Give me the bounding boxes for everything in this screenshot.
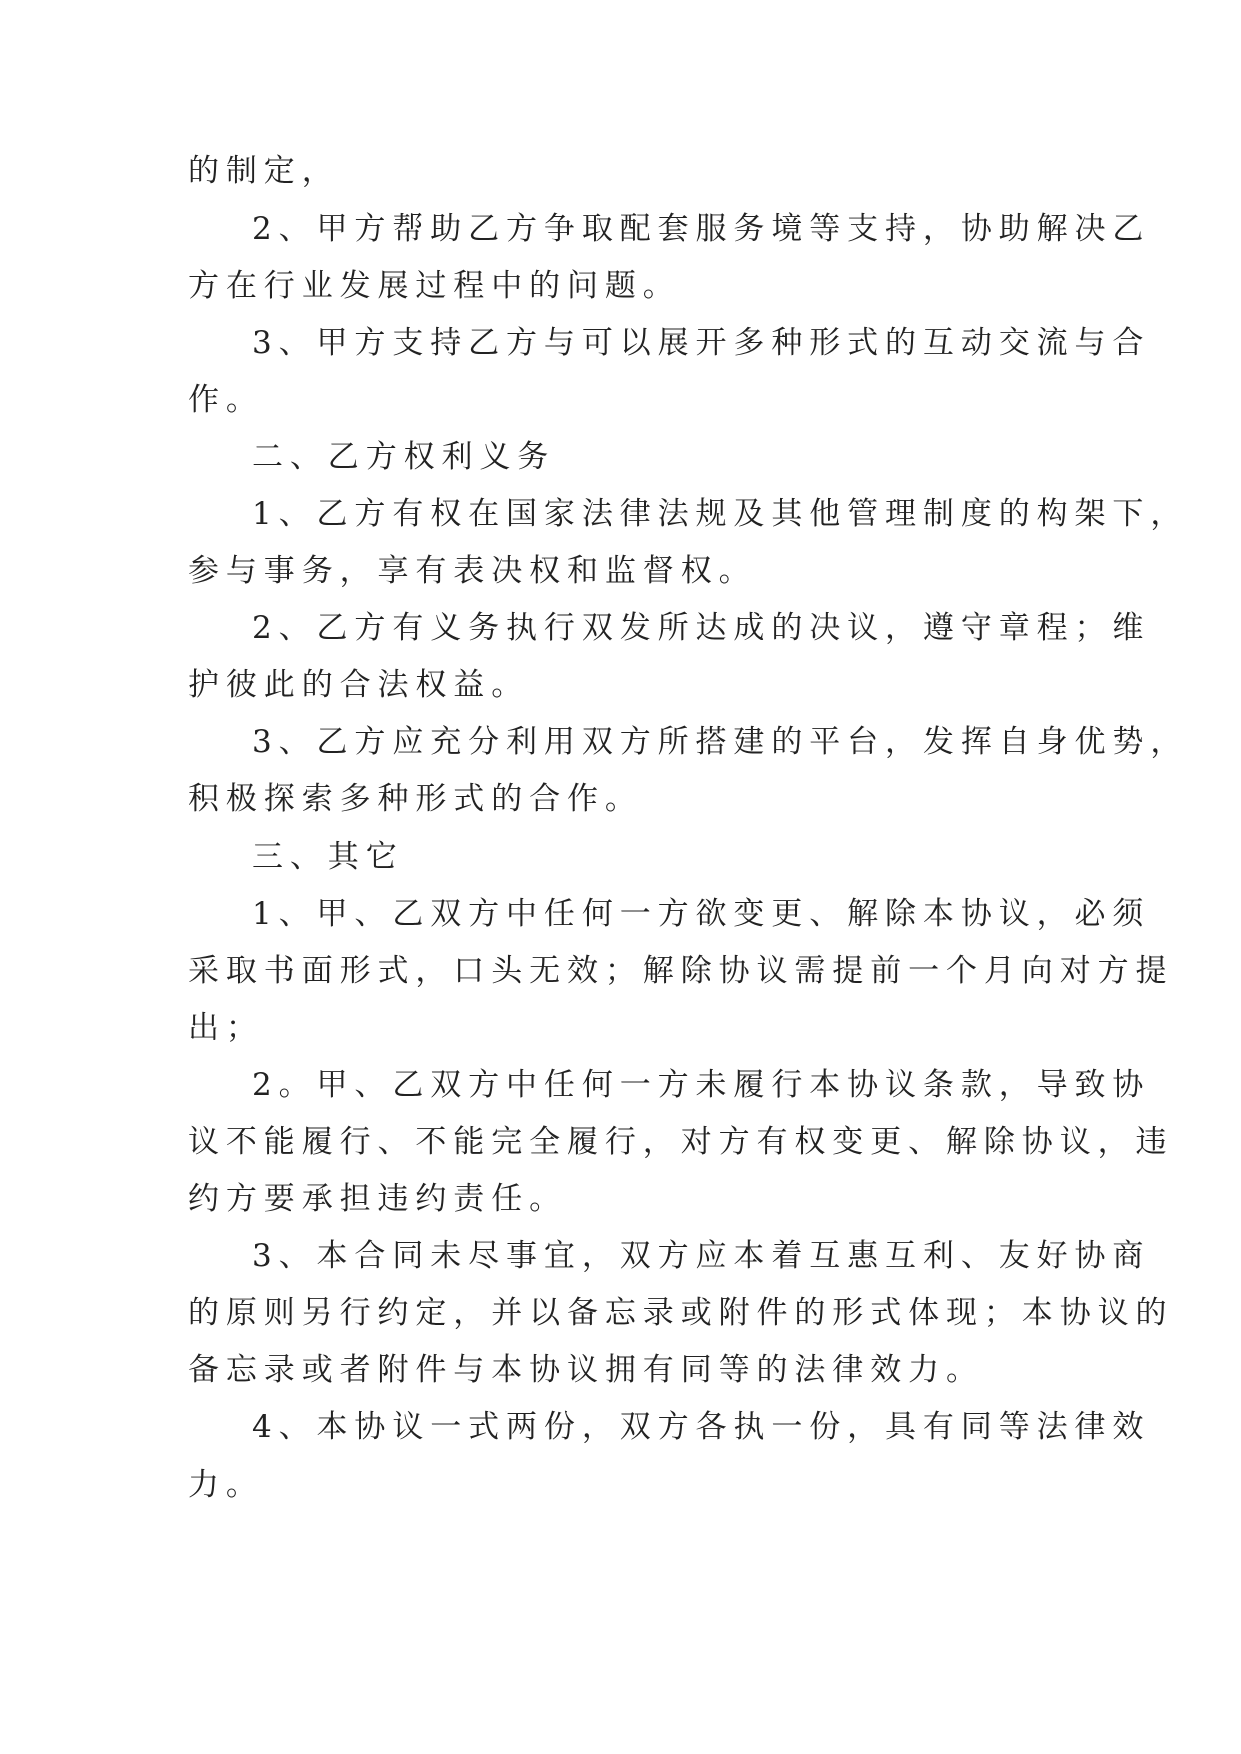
text-line: 2。甲、乙双方中任何一方未履行本协议条款，导致协: [252, 1067, 1151, 1103]
section-heading: 三、其它: [252, 839, 404, 875]
section-heading: 二、乙方权利义务: [252, 439, 556, 475]
text-line: 参与事务，享有表决权和监督权。: [188, 553, 757, 589]
text-line: 4、本协议一式两份，双方各执一份，具有同等法律效: [252, 1409, 1151, 1445]
text-line: 3、本合同未尽事宜，双方应本着互惠互利、友好协商: [252, 1238, 1151, 1274]
text-line: 的原则另行约定，并以备忘录或附件的形式体现；本协议的: [188, 1295, 1174, 1331]
text-line: 3、乙方应充分利用双方所搭建的平台，发挥自身优势，: [252, 724, 1189, 760]
text-line: 力。: [188, 1467, 264, 1503]
text-line: 2、甲方帮助乙方争取配套服务境等支持，协助解决乙: [252, 211, 1151, 247]
text-line: 的制定，: [188, 153, 340, 189]
text-line: 采取书面形式，口头无效；解除协议需提前一个月向对方提: [188, 953, 1174, 989]
text-line: 约方要承担违约责任。: [188, 1181, 567, 1217]
text-line: 3、甲方支持乙方与可以展开多种形式的互动交流与合: [252, 325, 1151, 361]
text-line: 出；: [188, 1010, 264, 1046]
text-line: 议不能履行、不能完全履行，对方有权变更、解除协议，违: [188, 1124, 1174, 1160]
text-line: 2、乙方有义务执行双发所达成的决议，遵守章程；维: [252, 610, 1151, 646]
text-line: 备忘录或者附件与本协议拥有同等的法律效力。: [188, 1352, 984, 1388]
text-line: 方在行业发展过程中的问题。: [188, 268, 681, 304]
text-line: 作。: [188, 382, 264, 418]
text-line: 1、甲、乙双方中任何一方欲变更、解除本协议，必须: [252, 896, 1151, 932]
text-line: 护彼此的合法权益。: [188, 667, 530, 703]
text-line: 积极探索多种形式的合作。: [188, 781, 643, 817]
text-line: 1、乙方有权在国家法律法规及其他管理制度的构架下，: [252, 496, 1189, 532]
